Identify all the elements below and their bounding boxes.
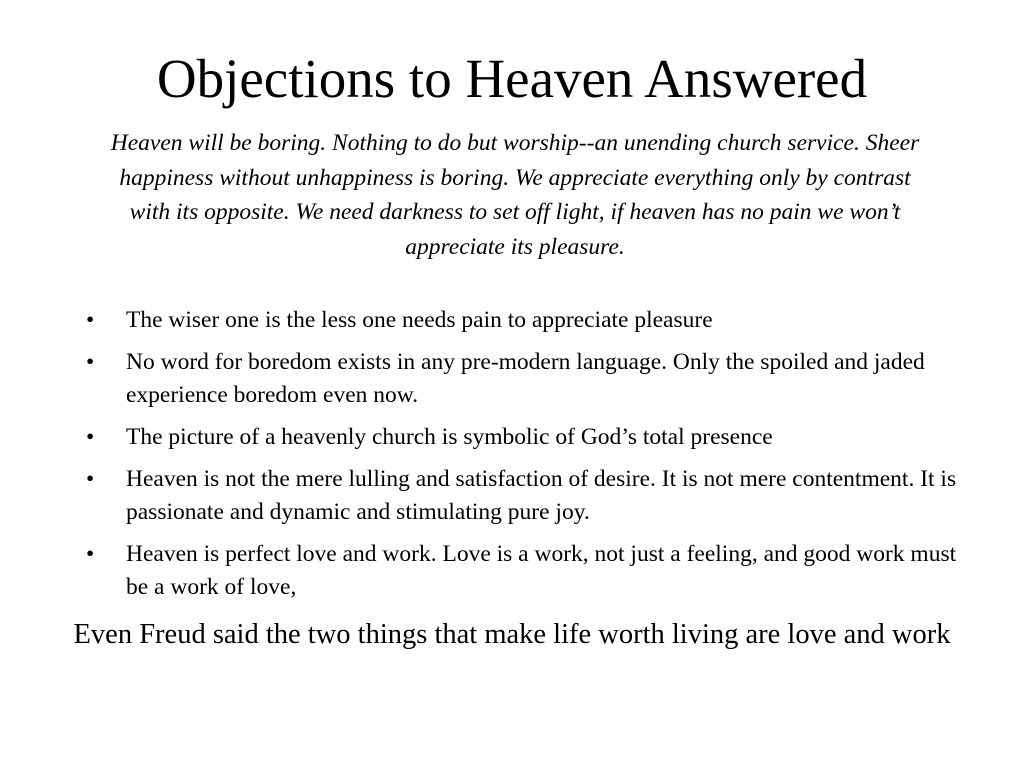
bullet-icon: • — [86, 424, 95, 450]
bullet-item — [84, 346, 964, 412]
bullet-text: The picture of a heavenly church is symbolic of God’s total presence — [126, 424, 773, 450]
bullet-icon: • — [86, 466, 95, 492]
bullet-icon: • — [86, 349, 95, 375]
bullet-text: No word for boredom exists in any pre-modern language. Only the spoiled and jaded experience boredom even now. — [126, 349, 925, 408]
bullet-item — [84, 421, 964, 454]
bullet-text: Heaven is perfect love and work. Love is a work, not just a feeling, and good work must be a work of love, — [126, 541, 957, 600]
intro-paragraph: Heaven will be boring. Nothing to do but worship--an unending church service. Sheer happiness without unhappiness is boring. We appreciate everything only by contrast with its opposite. We need darkness to set off light, if heaven has no pain we won’t appreciate its pleasure. — [110, 130, 920, 260]
bullet-list — [84, 304, 964, 613]
bullet-icon: • — [86, 541, 95, 567]
slide-title: Objections to Heaven Answered — [156, 48, 868, 109]
bullet-item — [84, 304, 964, 337]
closing-statement: Even Freud said the two things that make life worth living are love and work — [73, 619, 951, 650]
bullet-item — [84, 463, 964, 529]
bullet-item — [84, 538, 964, 604]
bullet-icon: • — [86, 307, 95, 333]
bullet-text: Heaven is not the mere lulling and satisfaction of desire. It is not mere contentment. It is passionate and dynamic and stimulating pure joy. — [126, 466, 957, 525]
bullet-text: The wiser one is the less one needs pain to appreciate pleasure — [126, 307, 713, 333]
